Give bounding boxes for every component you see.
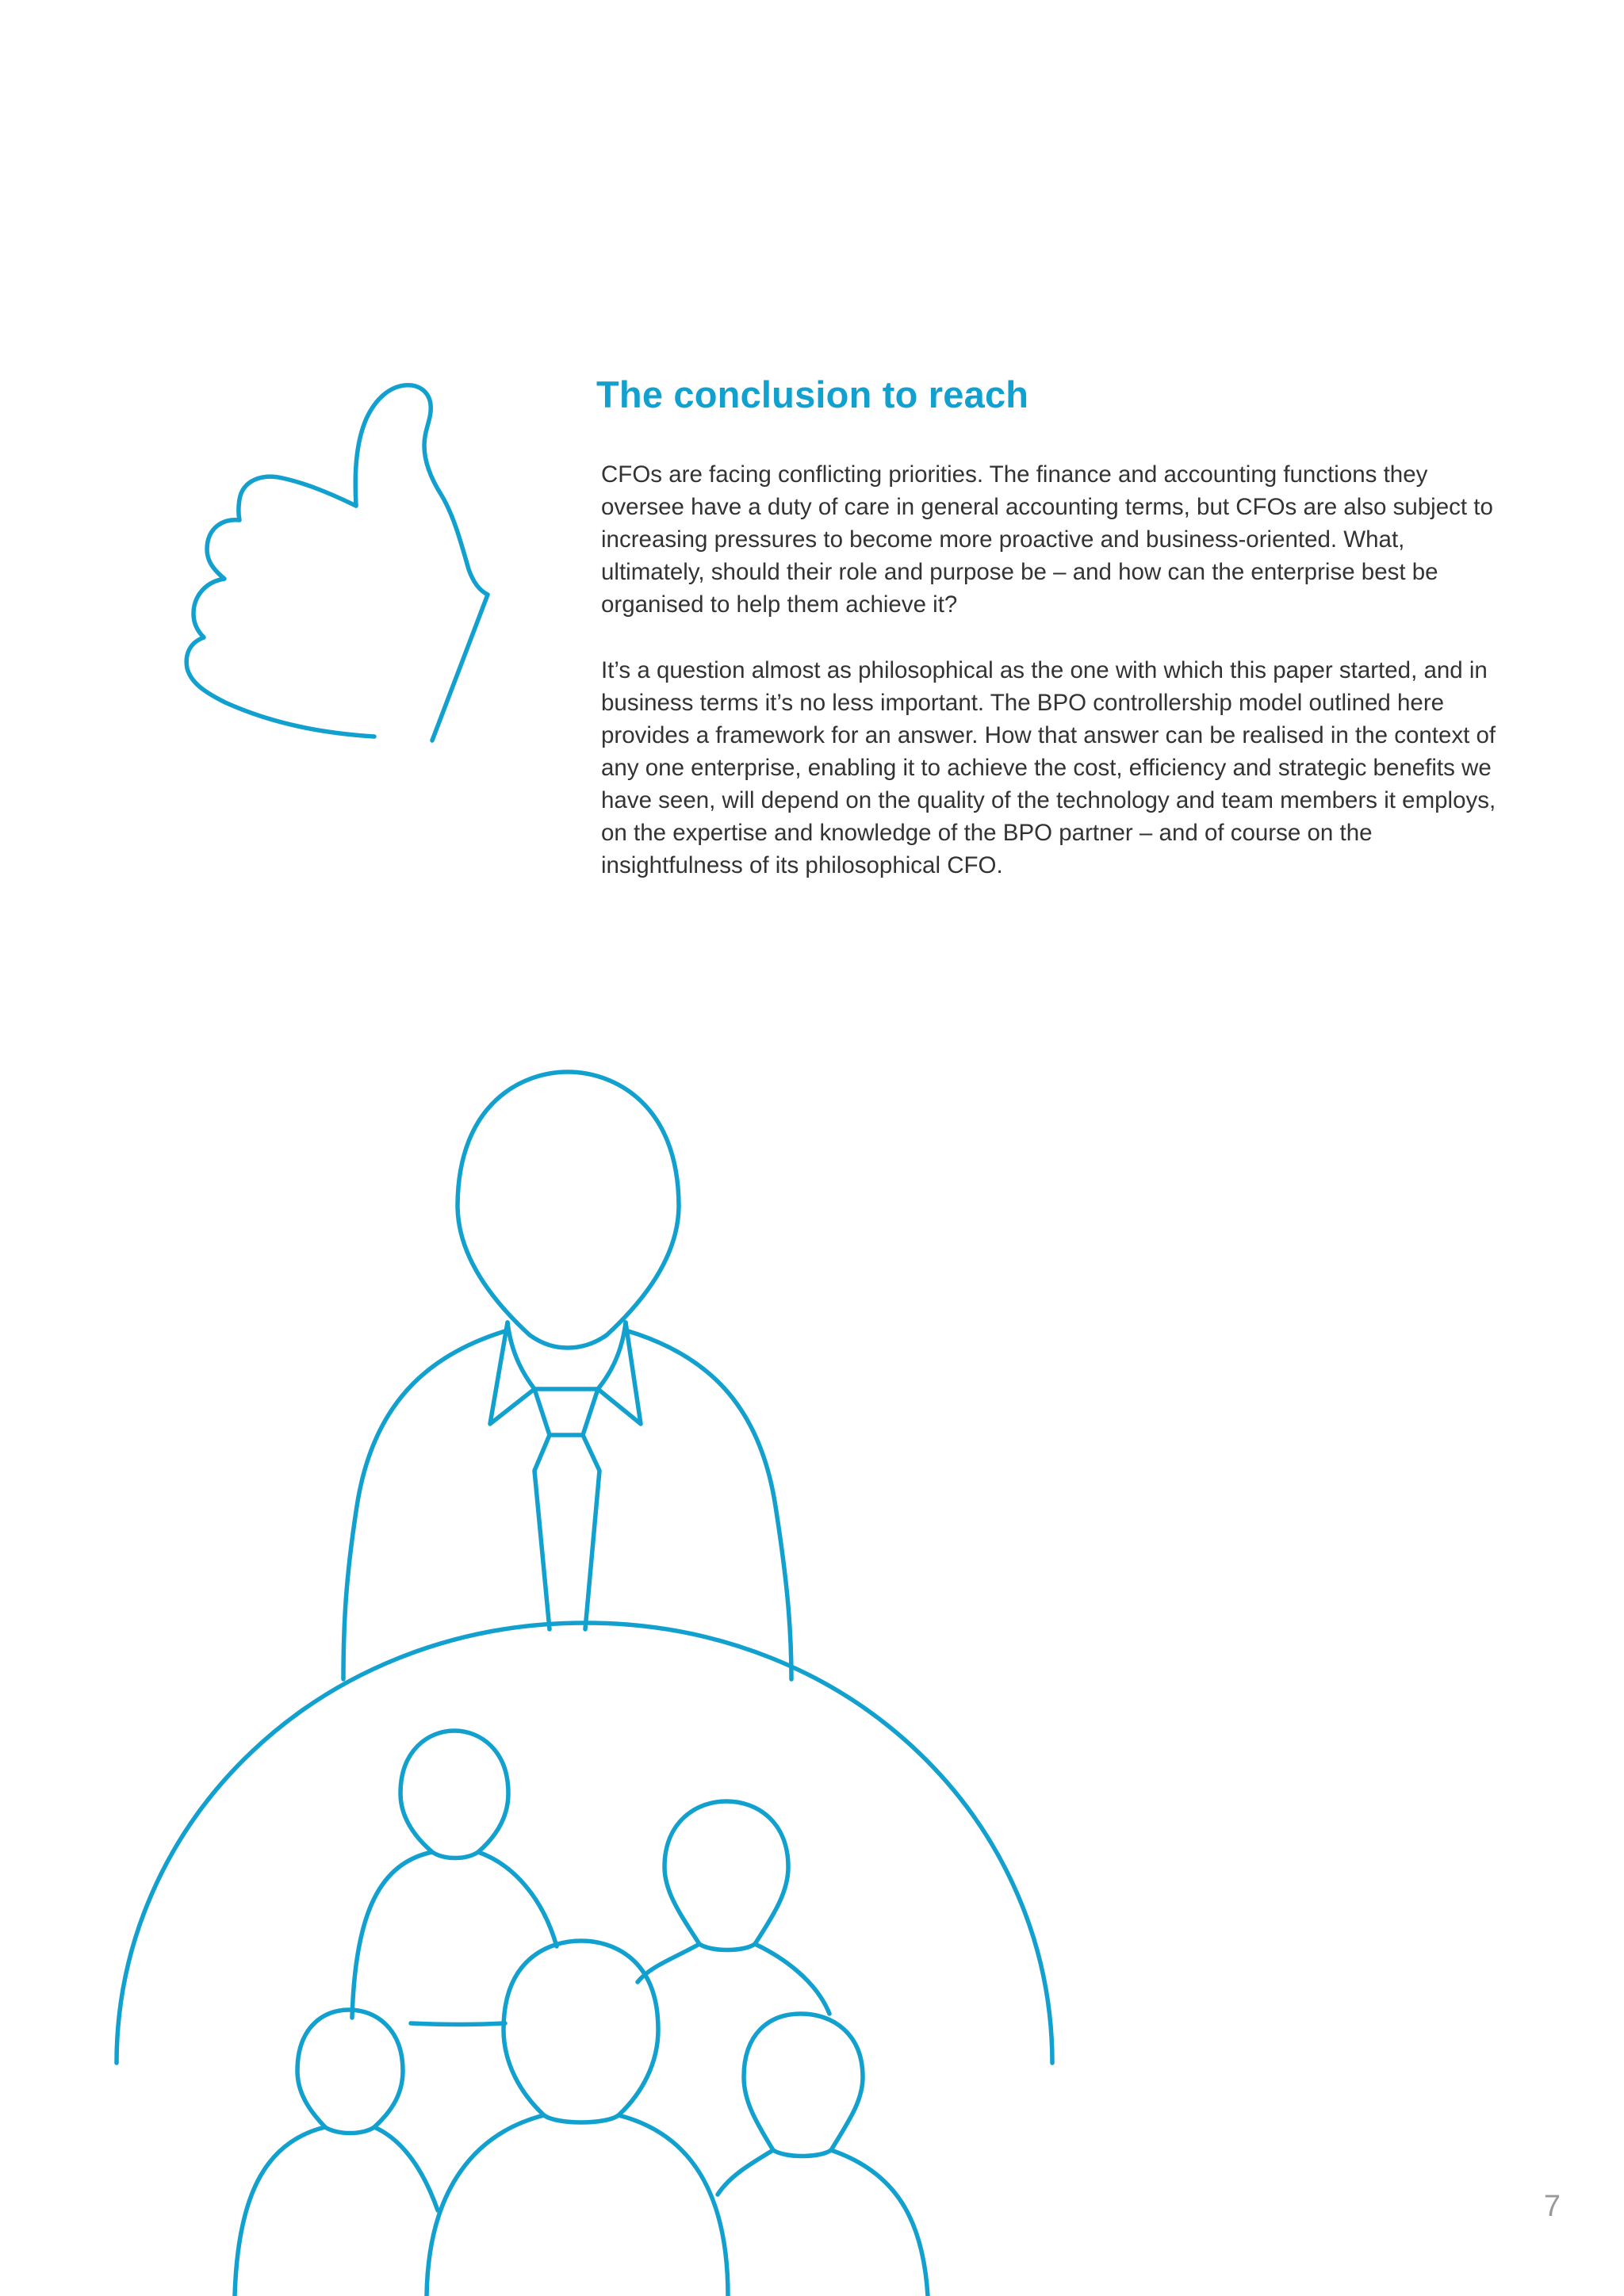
table-arc (117, 1623, 1052, 2063)
body-paragraph-2: It’s a question almost as philosophical as the one with which this paper started, and in business terms it’s no less important. The BPO controllership model outlined here provides a framework for an answer. How that answer can be realised in the context of any one enterprise, enabling it to achieve the cost, efficiency and strategic benefits we have seen, will depend on the quality of the technology and team members it employs, on the expertise and knowledge of the BPO partner – and of course on the insightfulness of its philosophical CFO. (601, 657, 1496, 879)
page-number: 7 (1543, 2190, 1561, 2223)
cfo-head (458, 1072, 679, 1348)
cfo-and-team-illustration (0, 1054, 1110, 2296)
section-heading: The conclusion to reach (596, 373, 1029, 415)
article-section (596, 373, 1516, 915)
body-paragraph-1: CFOs are facing conflicting priorities. The finance and accounting functions they oversee have a duty of care in general accounting terms, but CFOs are also subject to increasing pressures to become more proactive and business-oriented. What, ultimately, should their role and purpose be – and how can the enterprise best be organised to help them achieve it? (601, 461, 1493, 618)
thumbs-up-icon (174, 373, 508, 769)
